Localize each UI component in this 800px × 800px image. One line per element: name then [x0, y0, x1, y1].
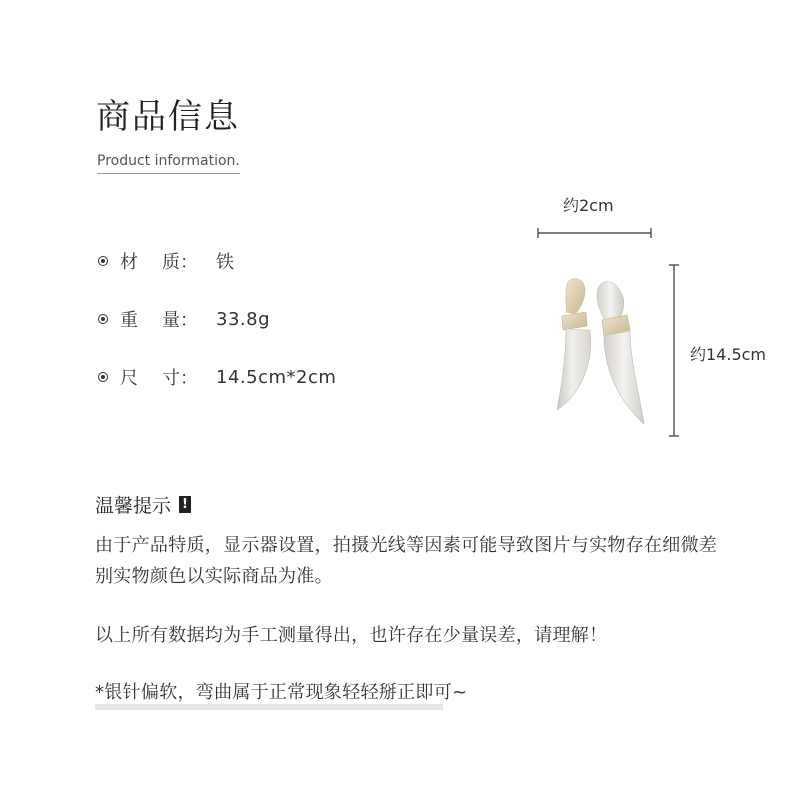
spec-value: 33.8g	[216, 308, 271, 330]
spec-label: 材 质：	[120, 252, 198, 273]
page-title: 商品信息	[96, 97, 240, 137]
spec-label: 尺 寸：	[120, 368, 198, 389]
spec-value: 铁	[216, 252, 235, 273]
width-dimension-line	[538, 228, 651, 238]
left-earring	[557, 279, 591, 410]
right-earring	[597, 282, 644, 424]
tips-heading	[95, 491, 191, 518]
width-label: 约2cm	[563, 196, 614, 215]
tips-paragraph-2: 以上所有数据均为手工测量得出，也许存在少量误差，请理解！	[95, 625, 608, 646]
spec-label: 重 量：	[120, 310, 198, 331]
tips-title: 温馨提示	[95, 495, 172, 517]
spec-value: 14.5cm*2cm	[216, 366, 337, 388]
height-dimension-line	[669, 265, 679, 436]
height-label: 约14.5cm	[690, 345, 767, 364]
page-subtitle: Product information.	[97, 153, 240, 174]
tips-paragraph-1: 由于产品特质，显示器设置，拍摄光线等因素可能导致图片与实物存在细微差别实物颜色以实际商品为准。	[95, 535, 718, 587]
warning-icon: !	[179, 496, 191, 513]
tips-paragraph-3: *银针偏软，弯曲属于正常现象轻轻掰正即可~	[95, 677, 467, 712]
